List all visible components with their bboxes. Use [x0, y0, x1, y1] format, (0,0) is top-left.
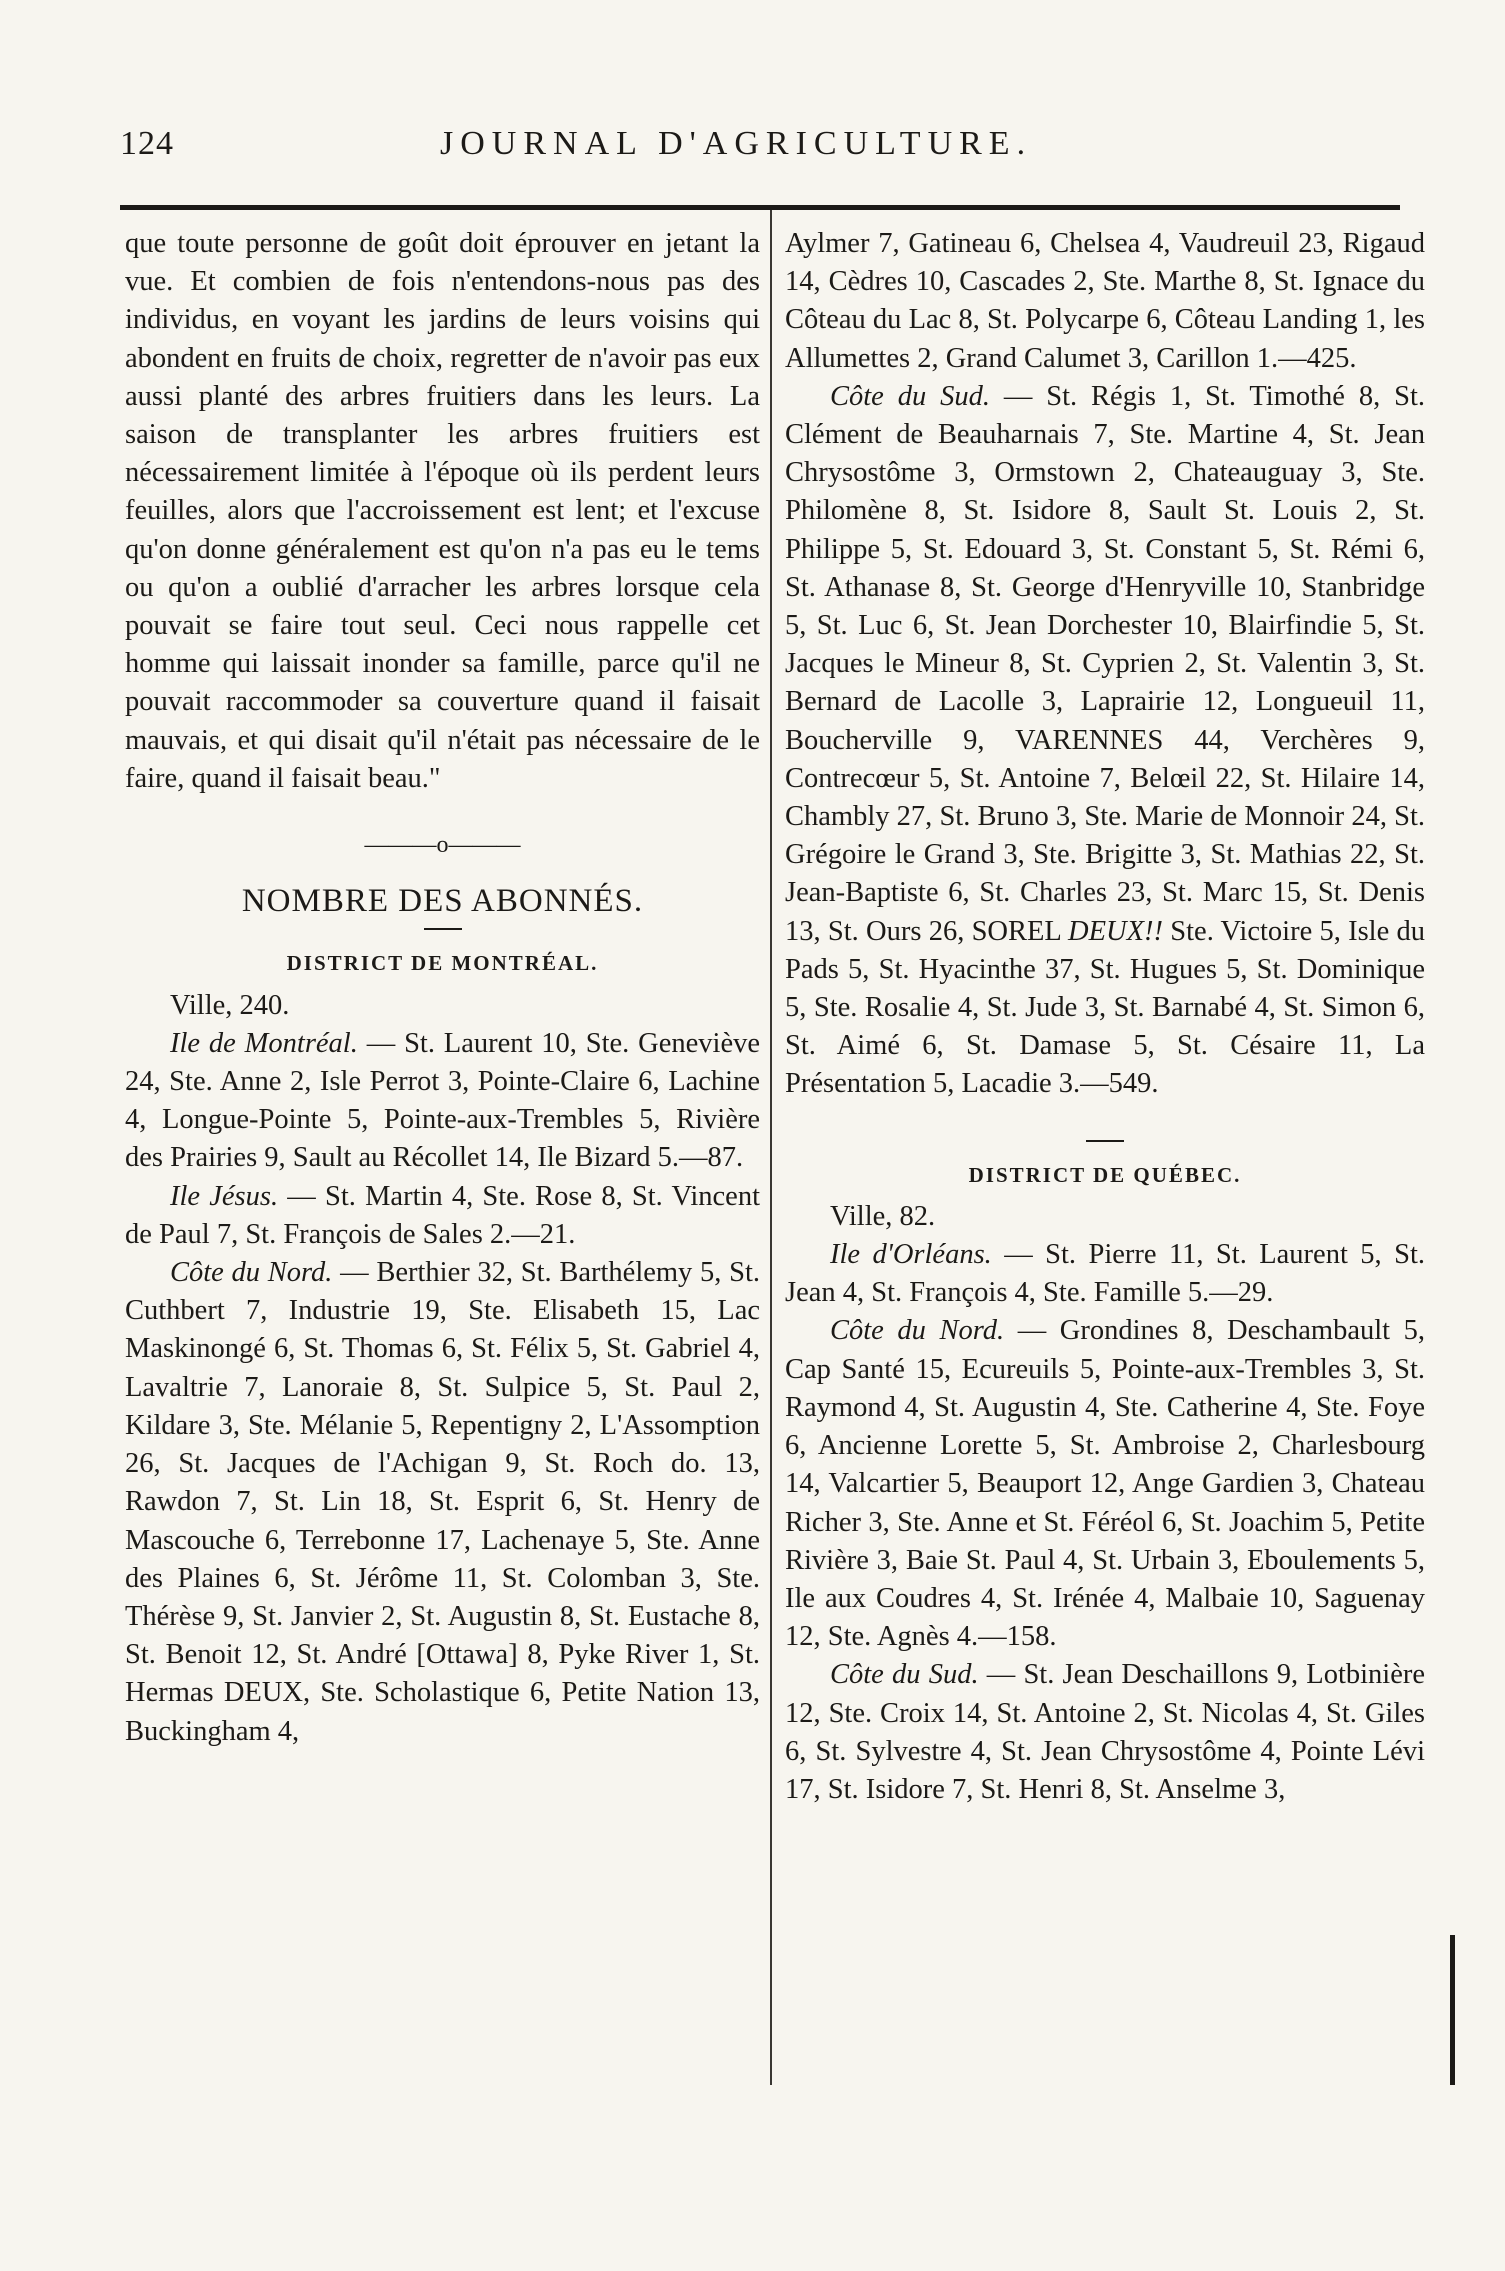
- running-title: JOURNAL D'AGRICULTURE.: [440, 125, 1033, 162]
- entry-label: Ile Jésus.: [170, 1180, 279, 1212]
- entry-cote-sud-quebec: [785, 1656, 1425, 1809]
- ville-quebec: Ville, 82.: [830, 1200, 936, 1232]
- entry-label: Côte du Nord.: [830, 1315, 1005, 1347]
- entry-text: Ste. Victoire 5, Isle du Pads 5, St. Hyacinthe 37, St. Hugues 5, St. Dominique 5, Ste. Rosalie 4, St. Jude 3, St. Barnabé 4, St. Simon 6, St. Aimé 6, St. Damase 5, St. Césaire 11, La Présentation 5, Lacadie 3.—549.: [785, 915, 1426, 1100]
- entry-ile-jesus: [125, 1178, 760, 1254]
- entry-ile-orleans: [785, 1236, 1425, 1312]
- entry-cote-sud-montreal: [785, 378, 1425, 1104]
- ornament-divider: ———o———: [364, 832, 521, 859]
- entry-text: — Grondines 8, Deschambault 5, Cap Santé 15, Ecureuils 5, Pointe-aux-Trembles 3, St. Raymond 4, St. Augustin 4, Ste. Catherine 4, Ste. Foye 6, Ancienne Lorette 5, St. Ambroise 2, Charlesbourg 14, Valcartier 5, Beauport 12, Ange Gardien 3, Chateau Richer 3, Ste. Anne et St. Féréol 6, St. Joachim 5, Petite Rivière 3, Baie St. Paul 4, St. Urbain 3, Eboulements 5, Ile aux Coudres 4, St. Irénée 4, Malbaie 10, Saguenay 12, Ste. Agnès 4.—158.: [785, 1315, 1425, 1653]
- entry-text: — St. Laurent 10, Ste. Geneviève 24, Ste. Anne 2, Isle Perrot 3, Pointe-Claire 6, Lachine 4, Longue-Pointe 5, Pointe-aux-Trembles 5, Rivière des Prairies 9, Sault au Récollet 14, Ile Bizard 5.—87.: [125, 1027, 760, 1174]
- entry-text: — St. Régis 1, St. Timothé 8, St. Clément de Beauharnais 7, Ste. Martine 4, St. Jean Chrysostôme 3, Ormstown 2, Chateauguay 3, Ste. Philomène 8, St. Isidore 8, Sault St. Louis 2, St. Philippe 5, St. Edouard 3, St. Constant 5, St. Rémi 6, St. Athanase 8, St. George d'Henryville 10, Stanbridge 5, St. Luc 6, St. Jean Dorchester 10, Blairfindie 5, St. Jacques le Mineur 8, St. Cyprien 2, St. Valentin 3, St. Bernard de Lacolle 3, Laprairie 12, Longueuil 11, Boucherville 9, VARENNES 44, Verchères 9, Contrecœur 5, St. Antoine 7, Belœil 22, St. Hilaire 14, Chambly 27, St. Bruno 3, Ste. Marie de Monnoir 24, St. Grégoire le Grand 3, Ste. Brigitte 3, St. Mathias 22, St. Jean-Baptiste 6, St. Charles 23, St. Marc 15, St. Denis 13, St. Ours 26, SOREL: [785, 380, 1425, 947]
- continuation-paragraph: Aylmer 7, Gatineau 6, Chelsea 4, Vaudreuil 23, Rigaud 14, Cèdres 10, Cascades 2, Ste. Marthe 8, St. Ignace du Côteau du Lac 8, St. Polycarpe 6, Côteau Landing 1, les Allumettes 2, Grand Calumet 3, Carillon 1.—425.: [785, 228, 1425, 374]
- district-heading-montreal: DISTRICT DE MONTRÉAL.: [286, 951, 599, 976]
- entry-label: Ile d'Orléans.: [830, 1239, 992, 1271]
- margin-mark: [1450, 1935, 1455, 2085]
- entry-text: — St. Martin 4, Ste. Rose 8, St. Vincent de Paul 7, St. François de Sales 2.—21.: [125, 1180, 760, 1250]
- entry-text: — St. Jean Deschaillons 9, Lotbinière 12, Ste. Croix 14, St. Antoine 2, St. Nicolas 4, St. Giles 6, St. Sylvestre 4, St. Jean Chrysostôme 4, Pointe Lévi 17, St. Isidore 7, St. Henri 8, St. Anselme 3,: [785, 1659, 1425, 1805]
- entry-label: Côte du Sud.: [830, 1659, 979, 1691]
- short-rule: [424, 928, 462, 930]
- entry-label: Ile de Montréal.: [170, 1027, 358, 1059]
- left-column: [125, 225, 760, 1751]
- entry-text: — St. Pierre 11, St. Laurent 5, St. Jean 4, St. François 4, Ste. Famille 5.—29.: [785, 1239, 1425, 1309]
- district-heading-quebec: DISTRICT DE QUÉBEC.: [968, 1162, 1242, 1187]
- page-number: 124: [120, 125, 174, 162]
- ville-montreal: Ville, 240.: [170, 989, 290, 1021]
- intro-paragraph: que toute personne de goût doit éprouver en jetant la vue. Et combien de fois n'entendons-nous pas des individus, en voyant les jardins de leurs voisins qui abondent en fruits de choix, regretter de n'avoir pas eux aussi planté des arbres fruitiers dans les leurs. La saison de transplanter les arbres fruitiers est nécessairement limitée à l'époque où ils perdent leurs feuilles, alors que l'accroissement est lent; et l'excuse qu'on donne généralement est qu'on n'a pas eu le tems ou qu'on a oublié d'arracher les arbres lorsque cela pouvait se faire tout seul. Ceci nous rappelle cet homme qui laissait inonder sa famille, parce qu'il ne pouvait raccommoder sa couverture quand il faisait mauvais, et qui disait qu'il n'était pas nécessaire de le faire, quand il faisait beau.": [125, 228, 760, 794]
- header-rule: [120, 205, 1400, 210]
- spacer: [785, 1104, 1425, 1132]
- section-title: NOMBRE DES ABONNÉS.: [241, 883, 644, 920]
- column-divider: [770, 210, 772, 2085]
- entry-text: — Berthier 32, St. Barthélemy 5, St. Cuthbert 7, Industrie 19, Ste. Elisabeth 15, Lac Maskinongé 6, St. Thomas 6, St. Félix 5, St. Gabriel 4, Lavaltrie 7, Lanoraie 8, St. Sulpice 5, St. Paul 2, Kildare 3, Ste. Mélanie 5, Repentigny 2, L'Assomption 26, St. Jacques de l'Achigan 9, St. Roch do. 13, Rawdon 7, St. Lin 18, St. Esprit 6, St. Henry de Mascouche 6, Terrebonne 17, Lachenaye 5, Ste. Anne des Plaines 6, St. Jérôme 11, St. Colomban 3, Ste. Thérèse 9, St. Janvier 2, St. Augustin 8, St. Eustache 8, St. Benoit 12, St. André [Ottawa] 8, Pyke River 1, St. Hermas DEUX, Ste. Scholastique 6, Petite Nation 13, Buckingham 4,: [125, 1257, 760, 1747]
- entry-label: Côte du Nord.: [170, 1257, 333, 1289]
- entry-emphasis: DEUX!!: [1068, 915, 1164, 947]
- right-column: [785, 225, 1425, 1809]
- entry-cote-nord-quebec: [785, 1312, 1425, 1656]
- entry-ile-montreal: [125, 1025, 760, 1178]
- page-header: [120, 115, 1400, 175]
- entry-cote-nord-montreal: [125, 1254, 760, 1751]
- entry-label: Côte du Sud.: [830, 380, 990, 412]
- short-rule: [1086, 1140, 1124, 1142]
